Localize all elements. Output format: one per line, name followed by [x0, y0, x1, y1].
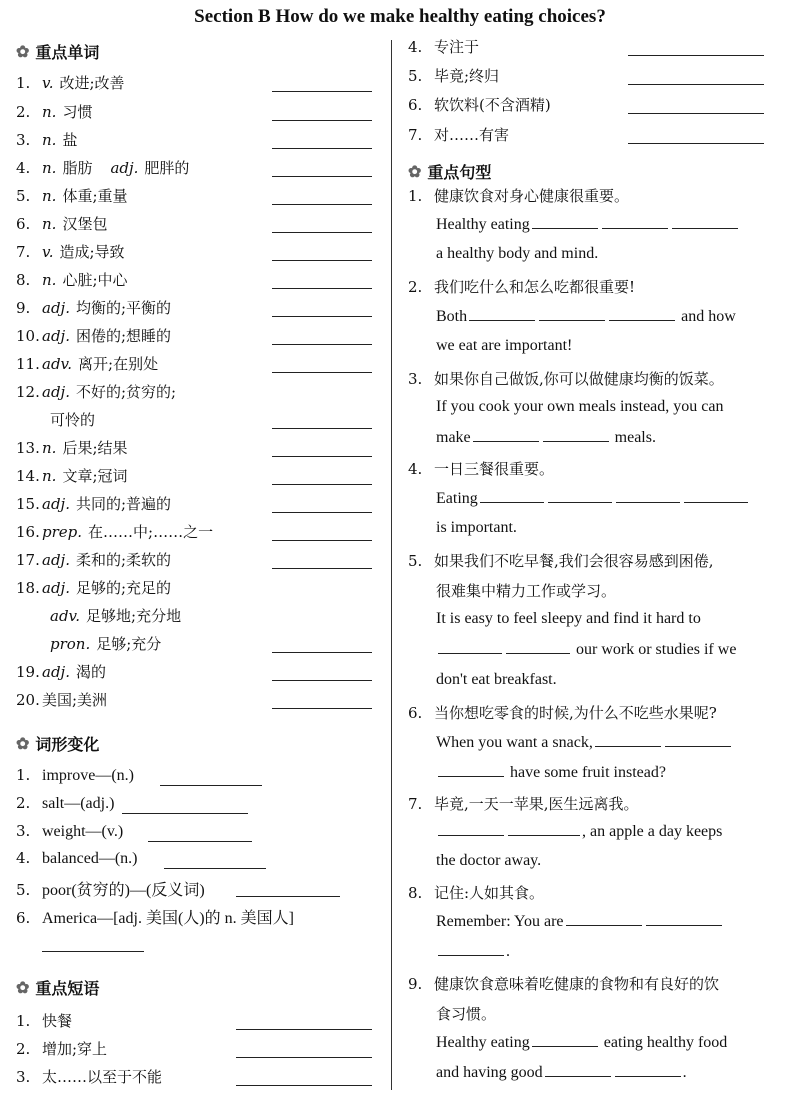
item-number: 14.: [16, 467, 40, 485]
answer-blank[interactable]: [272, 315, 372, 317]
answer-blank[interactable]: [438, 763, 504, 777]
sentence-text: make: [436, 429, 471, 446]
list-item: [436, 671, 557, 689]
item-number: 3.: [16, 1068, 31, 1086]
answer-blank[interactable]: [160, 784, 262, 786]
sentence-text: don't eat breakfast.: [436, 671, 557, 688]
list-item: [408, 882, 544, 903]
answer-blank[interactable]: [469, 307, 535, 321]
part-of-speech: adj.: [42, 663, 70, 681]
answer-blank[interactable]: [595, 733, 661, 747]
item-meaning: 困倦的;想睡的: [75, 327, 172, 345]
answer-blank[interactable]: [272, 343, 372, 345]
part-of-speech: n.: [42, 271, 57, 289]
answer-blank[interactable]: [272, 483, 372, 485]
sentence-text: It is easy to feel sleepy and find it hard to: [436, 610, 701, 627]
item-number: 4.: [16, 849, 31, 867]
item-number: 11.: [16, 355, 40, 373]
list-item: [408, 65, 499, 86]
sentence-text: Remember: You are: [436, 913, 564, 930]
list-item: [436, 398, 723, 416]
item-number: 5.: [16, 881, 31, 899]
sentence-chinese: 记住:人如其食。: [434, 884, 545, 902]
list-item: [16, 185, 128, 206]
answer-blank[interactable]: [438, 822, 504, 836]
list-item: [50, 409, 95, 430]
answer-blank[interactable]: [566, 912, 642, 926]
sentence-text: .: [682, 1064, 687, 1081]
answer-blank[interactable]: [672, 215, 738, 229]
page-title: Section B How do we make healthy eating choices?: [194, 6, 606, 27]
item-word: America—[adj. 美国(人)的 n. 美国人]: [42, 910, 294, 927]
vocab-heading: [16, 40, 99, 63]
part-of-speech: n.: [42, 103, 57, 121]
answer-blank[interactable]: [272, 231, 372, 233]
list-item: [408, 973, 719, 994]
list-item: [408, 124, 509, 145]
answer-blank[interactable]: [628, 112, 764, 114]
item-meaning: 增加;穿上: [42, 1040, 108, 1058]
list-item: [16, 241, 125, 262]
item-meaning: 柔和的;柔软的: [75, 551, 172, 569]
part-of-speech: v.: [42, 74, 54, 92]
answer-blank[interactable]: [473, 428, 539, 442]
item-number: 6.: [16, 909, 31, 927]
item-number: 4.: [408, 38, 423, 56]
list-item: [16, 661, 106, 682]
answer-blank[interactable]: [548, 489, 612, 503]
item-number: 1.: [16, 766, 31, 784]
sentence-text: .: [506, 943, 510, 960]
answer-blank[interactable]: [646, 912, 722, 926]
item-meaning: 不好的;贫穷的;: [75, 383, 177, 401]
answer-blank[interactable]: [438, 942, 504, 956]
item-meaning: 改进;改善: [59, 74, 125, 92]
answer-blank[interactable]: [506, 640, 570, 654]
item-meaning: 习惯: [62, 103, 93, 121]
sentence-text: is important.: [436, 519, 517, 536]
answer-blank[interactable]: [148, 840, 252, 842]
item-number: 3.: [408, 370, 423, 388]
answer-blank[interactable]: [628, 142, 764, 144]
sentence-text: Healthy eating: [436, 1034, 530, 1051]
answer-blank[interactable]: [236, 1028, 372, 1030]
item-word: improve—(n.): [42, 767, 134, 784]
answer-blank[interactable]: [684, 489, 748, 503]
answer-blank[interactable]: [665, 733, 731, 747]
part-of-speech: n.: [42, 131, 57, 149]
list-item: [436, 1033, 727, 1052]
phrases-heading: [16, 976, 99, 999]
answer-blank[interactable]: [272, 455, 372, 457]
answer-blank[interactable]: [602, 215, 668, 229]
list-item: [408, 276, 635, 297]
list-item: [436, 337, 572, 355]
sentence-chinese: 健康饮食意味着吃健康的食物和有良好的饮: [434, 975, 720, 993]
sentence-chinese: 毕竟,一天一苹果,医生远离我。: [434, 795, 639, 813]
list-item: [16, 129, 77, 150]
item-number: 1.: [408, 187, 423, 205]
list-item: [16, 101, 92, 122]
list-item: [16, 437, 128, 458]
answer-blank[interactable]: [272, 90, 372, 92]
phrases-heading-label: 重点短语: [35, 979, 100, 998]
item-number: 13.: [16, 439, 40, 457]
list-item: [408, 94, 551, 115]
sentence-text: Both: [436, 308, 468, 325]
list-item: [16, 465, 128, 486]
sentence-text: Healthy eating: [436, 216, 530, 233]
item-number: 19.: [16, 663, 40, 681]
list-item: [408, 550, 714, 571]
list-item: [436, 610, 701, 628]
answer-blank[interactable]: [616, 489, 680, 503]
sentence-chinese: 当你想吃零食的时候,为什么不吃些水果呢?: [434, 704, 717, 722]
item-word: poor(贫穷的)—(反义词): [42, 882, 205, 899]
item-meaning: 汉堡包: [62, 215, 108, 233]
item-number: 17.: [16, 551, 40, 569]
item-number: 10.: [16, 327, 40, 345]
item-meaning: 足够的;充足的: [75, 579, 172, 597]
list-item: [16, 157, 189, 178]
answer-blank[interactable]: [609, 307, 675, 321]
item-number: 6.: [16, 215, 31, 233]
list-item: [436, 763, 666, 782]
part-of-speech: n.: [42, 467, 57, 485]
item-number: 9.: [16, 299, 31, 317]
answer-blank[interactable]: [272, 539, 372, 541]
item-meaning: 盐: [62, 131, 78, 149]
sentence-chinese: 食习惯。: [436, 1005, 497, 1023]
list-item: [16, 822, 123, 841]
item-number: 2.: [16, 794, 31, 812]
item-meaning: 在……中;……之一: [88, 523, 214, 541]
item-word: weight—(v.): [42, 823, 124, 840]
sentence-chinese: 我们吃什么和怎么吃都很重要!: [434, 278, 636, 296]
part-of-speech: n.: [42, 215, 57, 233]
list-item: [16, 521, 213, 542]
part-of-speech: adj.: [42, 299, 70, 317]
sentence-text: have some fruit instead?: [506, 764, 666, 781]
list-item: [436, 942, 510, 961]
part-of-speech: adj.: [42, 579, 70, 597]
list-item: [408, 702, 717, 723]
forms-heading-label: 词形变化: [35, 735, 100, 754]
sentence-text: When you want a snack,: [436, 734, 593, 751]
list-item: [436, 307, 736, 326]
sentence-text: we eat are important!: [436, 337, 573, 354]
item-meaning: 快餐: [42, 1012, 73, 1030]
list-item: [436, 428, 656, 447]
sentences-heading: [408, 160, 491, 183]
flower-icon: ✿: [408, 162, 422, 181]
item-meaning: 毕竟;终归: [434, 67, 500, 85]
part-of-speech: adj.: [42, 551, 70, 569]
item-meaning: 渴的: [75, 663, 106, 681]
flower-icon: ✿: [16, 42, 30, 61]
list-item: [16, 72, 125, 93]
answer-blank[interactable]: [272, 371, 372, 373]
list-item: [16, 1010, 72, 1031]
sentence-text: If you cook your own meals instead, you can: [436, 398, 724, 415]
answer-blank[interactable]: [480, 489, 544, 503]
list-item: [436, 519, 517, 537]
answer-blank[interactable]: [272, 175, 372, 177]
part-of-speech: n.: [42, 439, 57, 457]
list-item: [436, 912, 724, 931]
sentence-text: , an apple a day keeps: [582, 823, 723, 840]
sentence-text: a healthy body and mind.: [436, 245, 599, 262]
list-item: [16, 493, 171, 514]
item-number: 1.: [16, 1012, 31, 1030]
item-number: 18.: [16, 579, 40, 597]
list-item: [436, 822, 722, 841]
item-number: 2.: [16, 103, 31, 121]
list-item: [16, 297, 171, 318]
item-number: 12.: [16, 383, 40, 401]
part-of-speech: v.: [42, 243, 54, 261]
answer-blank[interactable]: [508, 822, 580, 836]
list-item: [408, 368, 724, 389]
answer-blank[interactable]: [532, 1033, 598, 1047]
answer-blank[interactable]: [272, 287, 372, 289]
list-item: [16, 766, 134, 785]
item-meaning: 对……有害: [434, 126, 510, 144]
item-meaning: 均衡的;平衡的: [75, 299, 172, 317]
list-item: [50, 605, 181, 626]
item-meaning: 后果;结果: [62, 439, 128, 457]
list-item: [436, 489, 750, 508]
item-number: 8.: [16, 271, 31, 289]
column-divider: [391, 40, 392, 1090]
list-item: [16, 381, 176, 402]
list-item: [16, 269, 128, 290]
item-number: 15.: [16, 495, 40, 513]
item-number: 5.: [16, 187, 31, 205]
answer-blank[interactable]: [615, 1063, 681, 1077]
item-meaning: 软饮料(不含酒精): [434, 96, 551, 114]
item-meaning: 心脏;中心: [62, 271, 128, 289]
list-item: [436, 733, 733, 752]
answer-blank[interactable]: [272, 651, 372, 653]
sentence-text: the doctor away.: [436, 852, 542, 869]
answer-blank[interactable]: [272, 203, 372, 205]
forms-heading: [16, 732, 99, 755]
item-number: 1.: [16, 74, 31, 92]
flower-icon: ✿: [16, 734, 30, 753]
part-of-speech: adj.: [110, 159, 139, 177]
vocab-heading-label: 重点单词: [35, 43, 100, 62]
list-item: [408, 36, 479, 57]
list-item: [436, 215, 740, 234]
item-meaning: 足够地;充分地: [86, 607, 182, 625]
item-number: 20.: [16, 691, 40, 709]
sentence-text: eating healthy food: [599, 1034, 728, 1051]
list-item: [16, 877, 205, 900]
list-item: [16, 849, 138, 868]
answer-blank[interactable]: [539, 307, 605, 321]
answer-blank[interactable]: [272, 119, 372, 121]
answer-blank[interactable]: [628, 54, 764, 56]
item-number: 7.: [408, 126, 423, 144]
answer-blank[interactable]: [272, 567, 372, 569]
sentence-text: our work or studies if we: [572, 641, 737, 658]
sentence-text: and having good: [436, 1064, 543, 1081]
list-item: [16, 549, 171, 570]
part-of-speech: n.: [42, 187, 57, 205]
item-number: 5.: [408, 67, 423, 85]
answer-blank[interactable]: [42, 950, 144, 952]
sentence-chinese: 很难集中精力工作或学习。: [436, 582, 617, 600]
item-number: 9.: [408, 975, 423, 993]
answer-blank[interactable]: [272, 259, 372, 261]
item-number: 4.: [408, 460, 423, 478]
part-of-speech: adv.: [42, 355, 73, 373]
answer-blank[interactable]: [236, 895, 340, 897]
item-number: 6.: [408, 704, 423, 722]
item-number: 2.: [16, 1040, 31, 1058]
list-item: [436, 640, 736, 659]
answer-blank[interactable]: [236, 1084, 372, 1086]
answer-blank[interactable]: [545, 1063, 611, 1077]
answer-blank[interactable]: [532, 215, 598, 229]
sentences-heading-label: 重点句型: [427, 163, 492, 182]
answer-blank[interactable]: [438, 640, 502, 654]
item-number: 6.: [408, 96, 423, 114]
item-meaning: 共同的;普遍的: [75, 495, 172, 513]
list-item: [16, 353, 158, 374]
item-number: 2.: [408, 278, 423, 296]
answer-blank[interactable]: [236, 1056, 372, 1058]
list-item: [408, 458, 554, 479]
item-meaning: 离开;在别处: [78, 355, 159, 373]
list-item: [16, 213, 107, 234]
item-word: balanced—(n.): [42, 850, 138, 867]
list-item: [436, 1003, 496, 1024]
list-item: [436, 245, 598, 263]
answer-blank[interactable]: [272, 147, 372, 149]
item-number: 16.: [16, 523, 40, 541]
item-meaning: 文章;冠词: [62, 467, 128, 485]
list-item: [436, 852, 541, 870]
item-meaning: 美国;美洲: [42, 691, 108, 709]
sentence-chinese: 如果我们不吃早餐,我们会很容易感到困倦,: [434, 552, 714, 570]
list-item: [408, 185, 629, 206]
answer-blank[interactable]: [272, 679, 372, 681]
sentence-text: and how: [677, 308, 736, 325]
item-meaning: 造成;导致: [59, 243, 125, 261]
answer-blank[interactable]: [543, 428, 609, 442]
list-item: [436, 1063, 687, 1082]
sentence-chinese: 一日三餐很重要。: [434, 460, 555, 478]
item-meaning: 可怜的: [50, 411, 96, 429]
answer-blank[interactable]: [272, 511, 372, 513]
item-meaning: 肥胖的: [144, 159, 190, 177]
list-item: [16, 794, 114, 813]
sentence-chinese: 如果你自己做饭,你可以做健康均衡的饭菜。: [434, 370, 724, 388]
list-item: [436, 580, 616, 601]
part-of-speech: pron.: [50, 635, 91, 653]
part-of-speech: n.: [42, 159, 57, 177]
list-item: [16, 689, 107, 710]
item-word: salt—(adj.): [42, 795, 115, 812]
answer-blank[interactable]: [272, 427, 372, 429]
sentence-chinese: 健康饮食对身心健康很重要。: [434, 187, 630, 205]
item-number: 5.: [408, 552, 423, 570]
item-number: 3.: [16, 131, 31, 149]
item-meaning: 专注于: [434, 38, 480, 56]
list-item: [16, 1038, 107, 1059]
list-item: [16, 905, 294, 928]
part-of-speech: adv.: [50, 607, 81, 625]
sentence-text: meals.: [610, 429, 656, 446]
item-number: 7.: [16, 243, 31, 261]
item-number: 8.: [408, 884, 423, 902]
item-number: 4.: [16, 159, 31, 177]
answer-blank[interactable]: [122, 812, 248, 814]
item-number: 3.: [16, 822, 31, 840]
part-of-speech: prep.: [42, 523, 83, 541]
item-meaning: 体重;重量: [62, 187, 128, 205]
item-meaning: 太……以至于不能: [42, 1068, 163, 1086]
list-item: [16, 325, 171, 346]
part-of-speech: adj.: [42, 383, 70, 401]
list-item: [16, 1066, 162, 1087]
answer-blank[interactable]: [164, 867, 266, 869]
item-number: 7.: [408, 795, 423, 813]
sentence-text: Eating: [436, 490, 478, 507]
list-item: [16, 577, 171, 598]
item-meaning: 脂肪: [62, 159, 93, 177]
answer-blank[interactable]: [628, 83, 764, 85]
answer-blank[interactable]: [272, 707, 372, 709]
list-item: [50, 633, 161, 654]
list-item: [408, 793, 639, 814]
item-meaning: 足够;充分: [96, 635, 162, 653]
part-of-speech: adj.: [42, 495, 70, 513]
part-of-speech: adj.: [42, 327, 70, 345]
flower-icon: ✿: [16, 978, 30, 997]
